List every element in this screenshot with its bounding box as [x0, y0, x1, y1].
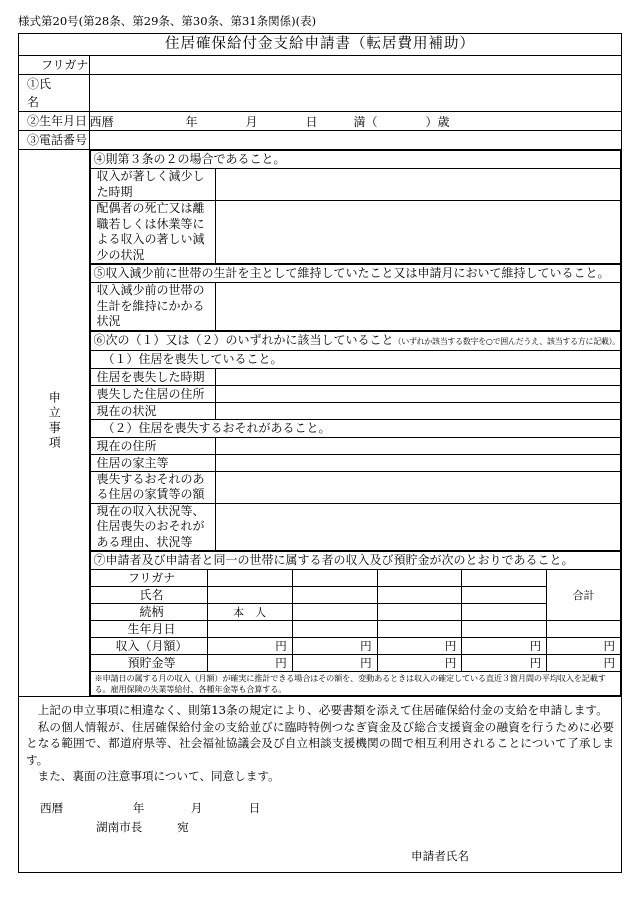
section-7-row-label-dob: 生年月日 — [90, 621, 207, 638]
section-4-item-input-1[interactable] — [215, 201, 620, 264]
dob-label: ②生年月日 — [19, 112, 90, 131]
section-7-furigana-person-1[interactable] — [207, 570, 292, 587]
section-7-income-person-3[interactable]: 円 — [377, 638, 462, 655]
section-6-sub2-label-3: 現在の収入状況等、住居喪失のおそれがある理由、状況等 — [90, 503, 215, 551]
section-6-sub1-input-2[interactable] — [215, 402, 620, 419]
section-5-item-label-0: 収入減少前の世帯の生計を維持にかかる状況 — [90, 283, 215, 331]
section-7-furigana-person-4[interactable] — [462, 570, 547, 587]
section-4-heading-row — [90, 151, 620, 169]
furigana-label: フリガナ — [19, 56, 90, 75]
declaration-block — [19, 697, 622, 873]
section-7-relation-person-2[interactable] — [292, 604, 377, 621]
section-7-dob-total — [547, 621, 621, 638]
section-6-sub1-input-0[interactable] — [215, 368, 620, 385]
section-6-heading-cell — [90, 331, 620, 350]
section-6-sub1-label-1: 喪失した住居の住所 — [90, 385, 215, 402]
section-7-dob-row — [90, 621, 620, 638]
section-7-footnote: ※申請日の属する月の収入（月額）が確実に推計できる場合はその額を、変動あるときは収入の確定している直近３箇月間の平均収入を記載する。雇用保険の失業等給付、各種年金等も合算する。 — [90, 672, 620, 696]
section-6-sub1-row-1 — [90, 385, 620, 402]
statement-content — [89, 150, 621, 697]
section-6-sub2-row-3 — [90, 503, 620, 551]
section-7-table — [90, 551, 621, 696]
section-7-furigana-person-3[interactable] — [377, 570, 462, 587]
section-7-savings-row — [90, 655, 620, 672]
name-row — [19, 75, 622, 112]
dob-row — [19, 112, 622, 131]
section-5-heading-row — [90, 265, 620, 283]
section-7-footnote-row — [90, 672, 620, 696]
section-7-name-row — [90, 587, 620, 604]
section-6-sub2-heading-row — [90, 419, 620, 437]
section-7-row-label-furigana: フリガナ — [90, 570, 207, 587]
section-4-item-row-0 — [90, 169, 620, 201]
section-6-table — [90, 331, 621, 552]
phone-label: ③電話番号 — [19, 131, 90, 150]
section-4-item-label-1: 配偶者の死亡又は離職若しくは休業等による収入の著しい減少の状況 — [90, 201, 215, 264]
section-4-heading: ④則第３条の２の場合であること。 — [90, 151, 620, 169]
section-7-savings-person-2[interactable]: 円 — [292, 655, 377, 672]
section-6-heading-row — [90, 331, 620, 350]
section-6-sub2-input-3[interactable] — [215, 503, 620, 551]
section-7-row-label-name: 氏名 — [90, 587, 207, 604]
section-5-heading: ⑤収入減少前に世帯の生計を主として維持していたこと又は申請月において維持していること。 — [90, 265, 620, 283]
declaration-row — [19, 697, 622, 873]
section-5-item-input-0[interactable] — [215, 283, 620, 331]
section-6-sub1-label-0: 住居を喪失した時期 — [90, 368, 215, 385]
section-7-income-person-1[interactable]: 円 — [207, 638, 292, 655]
section-4-table — [90, 150, 621, 264]
section-7-dob-person-2[interactable] — [292, 621, 377, 638]
section-7-savings-person-1[interactable]: 円 — [207, 655, 292, 672]
section-4-item-row-1 — [90, 201, 620, 264]
statement-vertical-label-text: 申立事項 — [47, 391, 62, 451]
section-7-relation-row — [90, 604, 620, 621]
declaration-paragraph-1: 上記の申立事項に相違なく、則第13条の規定により、必要書類を添えて住居確保給付金の支給を申請します。 — [37, 703, 608, 717]
section-6-heading: ⑥次の（１）又は（２）のいずれかに該当していること — [93, 332, 394, 347]
title-row — [19, 34, 622, 56]
section-7-row-label-relation: 続柄 — [90, 604, 207, 621]
section-7-dob-person-1[interactable] — [207, 621, 292, 638]
name-label: ①氏 名 — [19, 75, 90, 112]
section-7-income-person-2[interactable]: 円 — [292, 638, 377, 655]
section-7-relation-person-1[interactable]: 本 人 — [207, 604, 292, 621]
section-7-name-person-4[interactable] — [462, 587, 547, 604]
section-7-income-row — [90, 638, 620, 655]
section-7-income-total[interactable]: 円 — [547, 638, 621, 655]
section-6-sub1-heading: （１）住居を喪失していること。 — [90, 350, 620, 368]
section-7-row-label-savings: 預貯金等 — [90, 655, 207, 672]
phone-input[interactable] — [89, 131, 621, 150]
section-7-savings-person-3[interactable]: 円 — [377, 655, 462, 672]
addressee-line: 湖南市長 宛 — [96, 819, 189, 834]
application-date-line[interactable]: 西暦 年 月 日 — [40, 800, 261, 815]
section-7-savings-person-4[interactable]: 円 — [462, 655, 547, 672]
dob-input[interactable]: 西暦 年 月 日 満（ ）歳 — [89, 112, 621, 131]
section-7-row-label-income: 収入（月額） — [90, 638, 207, 655]
phone-row — [19, 131, 622, 150]
section-6-sub2-label-2: 喪失するおそれのある住居の家賃等の額 — [90, 471, 215, 503]
section-4-item-input-0[interactable] — [215, 169, 620, 201]
section-7-relation-person-3[interactable] — [377, 604, 462, 621]
section-6-sub2-input-2[interactable] — [215, 471, 620, 503]
section-7-dob-person-3[interactable] — [377, 621, 462, 638]
section-7-dob-person-4[interactable] — [462, 621, 547, 638]
section-7-heading: ⑦申請者及び申請者と同一の世帯に属する者の収入及び預貯金が次のとおりであること。 — [90, 552, 620, 570]
name-input[interactable] — [89, 75, 621, 112]
section-7-heading-row — [90, 552, 620, 570]
section-6-sub2-row-0 — [90, 437, 620, 454]
section-6-sub2-input-1[interactable] — [215, 454, 620, 471]
furigana-input[interactable] — [89, 56, 621, 75]
section-6-sub1-row-2 — [90, 402, 620, 419]
section-6-sub1-label-2: 現在の状況 — [90, 402, 215, 419]
section-7-total-label: 合計 — [547, 570, 621, 621]
section-6-sub2-row-2 — [90, 471, 620, 503]
section-6-sub1-heading-row — [90, 350, 620, 368]
section-6-heading-note: （いずれか該当する数字を○で囲んだうえ、該当する方に記載）。 — [393, 336, 620, 346]
section-6-sub1-input-1[interactable] — [215, 385, 620, 402]
statement-vertical-label — [19, 150, 90, 697]
section-7-savings-total[interactable]: 円 — [547, 655, 621, 672]
section-7-furigana-person-2[interactable] — [292, 570, 377, 587]
section-6-sub1-row-0 — [90, 368, 620, 385]
section-6-sub2-input-0[interactable] — [215, 437, 620, 454]
form-number: 様式第20号(第28条、第29条、第30条、第31条関係)(表) — [18, 14, 317, 28]
section-7-income-person-4[interactable]: 円 — [462, 638, 547, 655]
section-7-name-person-2[interactable] — [292, 587, 377, 604]
section-5-item-row-0 — [90, 283, 620, 331]
section-4-item-label-0: 収入が著しく減少した時期 — [90, 169, 215, 201]
section-7-relation-person-4[interactable] — [462, 604, 547, 621]
declaration-paragraph-3: また、裏面の注意事項について、同意します。 — [37, 769, 280, 783]
section-7-furigana-row — [90, 570, 620, 587]
section-5-table — [90, 264, 621, 331]
document-title: 住居確保給付金支給申請書（転居費用補助） — [19, 34, 622, 56]
section-6-sub2-label-0: 現在の住所 — [90, 437, 215, 454]
section-7-name-person-1[interactable] — [207, 587, 292, 604]
section-6-sub2-row-1 — [90, 454, 620, 471]
applicant-signature-label[interactable]: 申請者氏名 — [411, 848, 469, 863]
signature-block — [26, 799, 614, 866]
statement-block-row — [19, 150, 622, 697]
section-6-sub2-label-1: 住居の家主等 — [90, 454, 215, 471]
section-7-name-person-3[interactable] — [377, 587, 462, 604]
section-6-sub2-heading: （２）住居を喪失するおそれがあること。 — [90, 419, 620, 437]
furigana-row — [19, 56, 622, 75]
main-form-table — [18, 33, 622, 873]
declaration-paragraph-2: 私の個人情報が、住居確保給付金の支給並びに臨時特例つなぎ資金及び総合支援資金の融資を行うために必要となる範囲で、都道府県等、社会福祉協議会及び自立相談支援機関の間で相互利用されることについて了承します。 — [26, 719, 614, 767]
